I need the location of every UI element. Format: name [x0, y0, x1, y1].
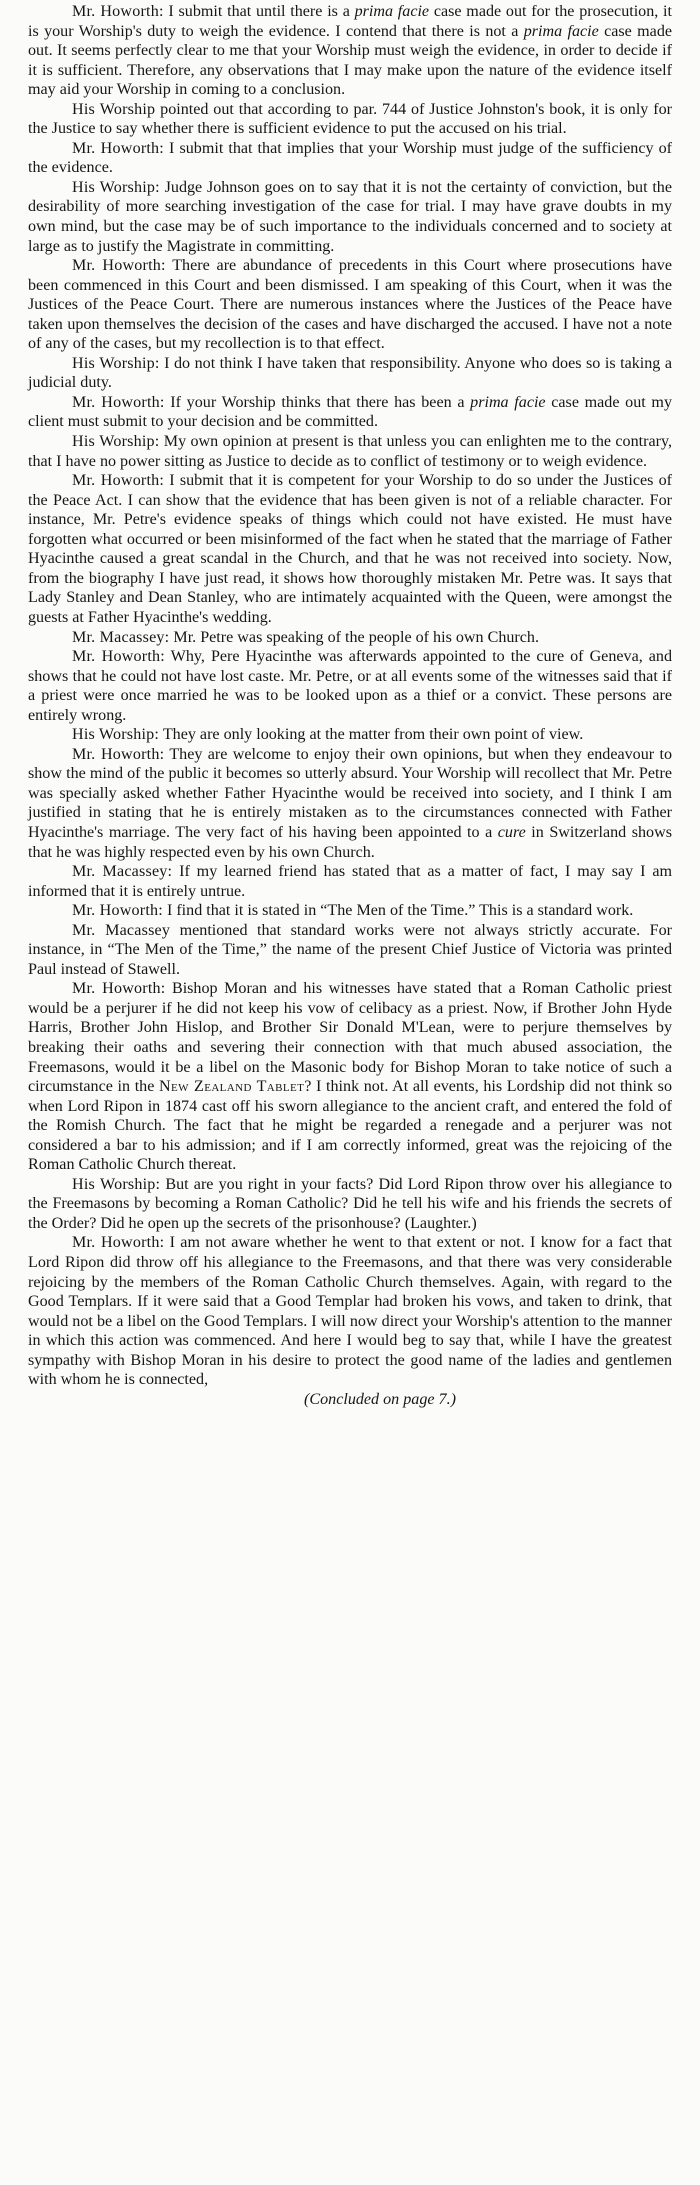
paragraph [28, 354, 672, 393]
speaker-name: Mr. Howorth: [72, 3, 164, 20]
speaker-name: Mr. Howorth: [72, 257, 166, 275]
speaker-name: Mr. Macassey: [72, 863, 173, 881]
italic-phrase: prima facie [470, 393, 546, 411]
speaker-name: Mr. Howorth: [72, 980, 166, 998]
text-run: They are welcome to enjoy their own opinions, but when they endeavour to show the mind of the public it becomes so utterly absurd. Your Worship will recollect that Mr. Petre was specially asked whether Father Hyacinthe would be received into society, and I think I am justified in stating that he is entirely mistaken as to the circumstances connected with Father Hyacinthe's marriage. The very fact of his having been appointed to a [28, 745, 672, 841]
paragraph [28, 862, 672, 901]
text-run: I submit that it is competent for your Worship to do so under the Justices of the Peace Act. I can show that the evidence that has been given is not of a reliable character. For instance, Mr. Petre's evidence speaks of things which could not have existed. He must have forgotten what occurred or been misinformed of the fact when he stated that the marriage of Father Hyacinthe caused a great scandal in the Church, and that he was not received into society. Now, from the biography I have just read, it shows how thoroughly mistaken Mr. Petre was. It says that Lady Stanley and Dean Stanley, who are intimately acquainted with the Queen, were amongst the guests at Father Hyacinthe's wedding. [28, 472, 673, 626]
publication-name: New Zealand Tablet [159, 1078, 305, 1096]
speaker-name: Mr. Howorth: [72, 393, 165, 411]
paragraph [28, 139, 672, 178]
paragraph [28, 921, 672, 980]
text-run: Why, Pere Hyacinthe was afterwards appointed to the cure of Geneva, and shows that he could not have lost caste. Mr. Petre, or at all events some of the witnesses said that if a priest were once married he was to be looked upon as a thief or a convict. These persons are entirely wrong. [28, 648, 672, 724]
text-run: I find that it is stated in “The Men of the Time.” This is a standard work. [162, 902, 634, 920]
text-run: They are only looking at the matter from their own point of view. [159, 726, 584, 744]
speaker-name: Mr. Howorth: [72, 648, 165, 666]
text-column [28, 2, 672, 1409]
court-report-body [28, 2, 672, 1390]
text-run: I submit that until there is a [163, 3, 355, 20]
text-run: I am not aware whether he went to that extent or not. I know for a fact that Lord Ripon did throw off his allegiance to the Freemasons, and that there was very considerable rejoicing by the members of the Roman Catholic Church themselves. Again, with regard to the Good Templars. If it were said that a Good Templar had broken his vows, and taken to drink, that would not be a libel on the Good Templars. I will now direct your Worship's attention to the manner in which this action was commenced. And here I would beg to say that, while I have the greatest sympathy with Bishop Moran in his desire to protect the good name of the ladies and gentlemen with whom he is connected, [28, 1234, 672, 1389]
text-run: ? I think not. At all events, his Lordship did not think so when Lord Ripon in 1874 cast off his sworn allegiance to the ancient craft, and entered the fold of the Romish Church. The fact that he might be regarded a renegade and a perjurer was not considered a bar to his admission; and if I am correctly informed, great was the rejoicing of the Roman Catholic Church thereat. [28, 1078, 672, 1174]
paragraph [28, 647, 672, 725]
speaker-name: His Worship [72, 100, 156, 118]
speaker-name: Mr. Macassey: [72, 628, 170, 646]
speaker-name: Mr. Howorth: [72, 139, 164, 157]
text-run: case made out my client must submit to your decision and be committed. [28, 393, 673, 431]
text-run: in Switzerland shows that he was highly respected even by his own Church. [28, 823, 672, 861]
text-run: case made out for the prosecution, it is your Worship's duty to weigh the evidence. I contend that there is not a [28, 3, 672, 40]
paragraph [28, 725, 672, 745]
speaker-name: Mr. Macassey [72, 921, 171, 939]
paragraph [28, 432, 672, 471]
speaker-name: His Worship: [72, 1175, 161, 1193]
text-run: If my learned friend has stated that as a matter of fact, I may say I am informed that it is entirely untrue. [28, 863, 672, 900]
italic-phrase: prima facie [354, 3, 430, 20]
continuation-note: (Concluded on page 7.) [304, 1390, 456, 1408]
paragraph [28, 393, 672, 432]
text-run: But are you right in your facts? Did Lord Ripon throw over his allegiance to the Freemasons by becoming a Roman Catholic? Did he tell his wife and his friends the secrets of the Order? Did he open up the secrets of the prisonhouse? (Laughter.) [28, 1175, 672, 1232]
text-run: My own opinion at present is that unless you can enlighten me to the contrary, that I have no power sitting as Justice to decide as to conflict of testimony or to weigh evidence. [28, 433, 672, 470]
paragraph [28, 256, 672, 354]
italic-phrase: prima facie [523, 22, 599, 40]
text-run: pointed out that according to par. 744 of Justice Johnston's book, it is only for the Justice to say whether there is sufficient evidence to put the accused on his trial. [28, 100, 672, 138]
speaker-name: Mr. Howorth: [72, 902, 163, 920]
text-run: I do not think I have taken that responsibility. Anyone who does so is taking a judicial duty. [28, 354, 672, 392]
text-run: There are abundance of precedents in this Court where prosecutions have been commenced in this Court and been dismissed. I am speaking of this Court, when it was the Justices of the Peace Court. There are numerous instances where the Justices of the Peace have taken upon themselves the decision of the cases and have discharged the accused. I have not a note of any of the cases, but my recollection is to that effect. [28, 257, 672, 353]
paragraph [28, 745, 672, 862]
italic-phrase: cure [497, 823, 526, 841]
paragraph [28, 471, 672, 627]
text-run: case made out. It seems perfectly clear to me that your Worship must weigh the evidence, in order to decide if it is sufficient. Therefore, any observations that I may make upon the nature of the evidence itself may aid your Worship in coming to a conclusion. [28, 22, 673, 99]
speaker-name: His Worship: [72, 726, 160, 744]
text-run: Mr. Petre was speaking of the people of his own Church. [169, 628, 539, 646]
text-run: If your Worship thinks that there has been a [164, 393, 471, 411]
text-run: Bishop Moran and his witnesses have stated that a Roman Catholic priest would be a perjurer if he did not keep his vow of celibacy as a priest. Now, if Brother John Hyde Harris, Brother John Hislop, and Brother Sir Donald M'Lean, were to perjure themselves by breaking their oaths and severing their connection with that much abused association, the Freemasons, would it be a libel on the Masonic body for Bishop Moran to take notice of such a circumstance in the [28, 980, 672, 1096]
text-run: I submit that that implies that your Worship must judge of the sufficiency of the evidence. [28, 139, 672, 177]
paragraph [28, 1233, 672, 1389]
speaker-name: Mr. Howorth: [72, 472, 165, 490]
paragraph [28, 2, 672, 100]
speaker-name: His Worship: [72, 178, 160, 196]
speaker-name: His Worship: [72, 354, 160, 372]
paragraph [28, 1175, 672, 1234]
speaker-name: His Worship: [72, 433, 160, 451]
speaker-name: Mr. Howorth: [72, 1234, 165, 1252]
paragraph [28, 100, 672, 139]
paragraph [28, 628, 672, 648]
paragraph [28, 901, 672, 921]
text-run: Judge Johnson goes on to say that it is not the certainty of conviction, but the desirability of more searching investigation of the case for trial. I may have grave doubts in my own mind, but the case may be of such importance to the individuals concerned and to society at large as to justify the Magistrate in committing. [28, 178, 673, 255]
paragraph [28, 178, 672, 256]
paragraph [28, 979, 672, 1174]
speaker-name: Mr. Howorth: [72, 745, 165, 763]
text-run: mentioned that standard works were not always strictly accurate. For instance, in “The Men of the Time,” the name of the present Chief Justice of Victoria was printed Paul instead of Stawell. [28, 921, 672, 978]
